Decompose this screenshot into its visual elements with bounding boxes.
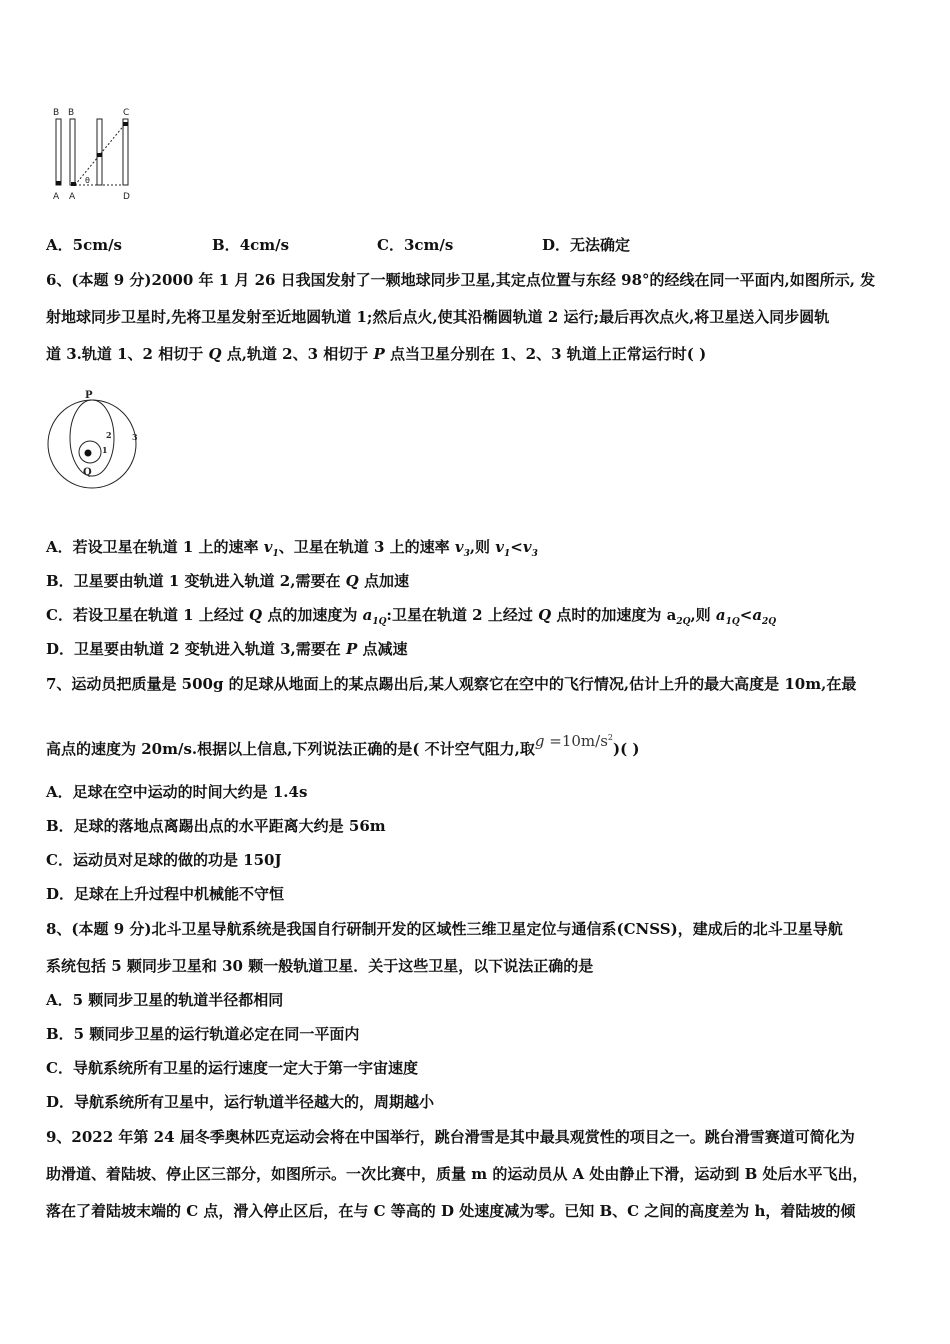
q9-line-2: 助滑道、着陆坡、停止区三部分，如图所示。一次比赛中，质量 m 的运动员从 A 处由静止下滑，运动到 B 处后水平飞出， [46,1165,868,1183]
q8-line-2: 系统包括 5 颗同步卫星和 30 颗一般轨道卫星．关于这些卫星，以下说法正确的是 [46,957,594,975]
label-d: D [123,192,130,202]
label-p: P [85,390,93,401]
orbit-figure [46,382,146,506]
tube-1 [56,119,61,185]
label-q: Q [83,467,92,478]
label-1: 1 [102,445,108,455]
label-2: 2 [106,430,112,440]
q9-line-1: 9、2022 年第 24 届冬季奥林匹克运动会将在中国举行，跳台滑雪是其中最具观赏性的项目之一。跳台滑雪赛道可简化为 [46,1128,855,1146]
tube-2 [70,119,75,185]
block-1 [56,181,61,185]
q6-line-1: 6、(本题 9 分)2000 年 1 月 26 日我国发射了一颗地球同步卫星,其定点位置与东经 98°的经线在同一平面内,如图所示, 发 [46,271,876,289]
block-4 [123,122,128,126]
q7-line-2: 高点的速度为 20m/s.根据以上信息,下列说法正确的是( 不计空气阻力,取$g =10m/s^2$)( ) [46,732,640,758]
label-3: 3 [132,432,138,442]
q5-option-c: C．3cm/s [377,236,454,254]
q8-option-b: B．5 颗同步卫星的运行轨道必定在同一平面内 [46,1025,360,1043]
q7-option-a: A．足球在空中运动的时间大约是 1.4s [46,783,308,801]
gravity-formula: $g =10m/s^2$ [534,732,613,750]
earth [85,450,92,457]
block-3 [97,153,102,157]
q8-option-d: D．导航系统所有卫星中，运行轨道半径越大的，周期越小 [46,1093,435,1111]
q8-option-c: C．导航系统所有卫星的运行速度一定大于第一宇宙速度 [46,1059,418,1077]
label-a2: A [69,192,76,202]
q6-line-2: 射地球同步卫星时,先将卫星发射至近地圆轨道 1;然后点火,使其沿椭圆轨道 2 运行;最后再次点火,将卫星送入同步圆轨 [46,308,830,326]
q8-option-a: A．5 颗同步卫星的轨道半径都相同 [46,991,284,1009]
tube-diagram-figure [48,104,140,204]
q9-line-3: 落在了着陆坡末端的 C 点，滑入停止区后，在与 C 等高的 D 处速度减为零。已知 B、C 之间的高度差为 h，着陆坡的倾 [46,1202,856,1220]
q5-option-a: A．5cm/s [46,236,123,254]
label-a1: A [53,192,60,202]
q7-line-1: 7、运动员把质量是 500g 的足球从地面上的某点踢出后,某人观察它在空中的飞行情况,估计上升的最大高度是 10m,在最 [46,675,857,693]
tube-3 [97,119,102,185]
q7-option-c: C．运动员对足球的做的功是 150J [46,851,282,869]
q6-option-b: B．卫星要由轨道 1 变轨进入轨道 2,需要在 Q 点加速 [46,572,409,590]
label-b1: B [53,108,60,118]
q5-option-d: D．无法确定 [542,236,631,254]
q6-option-d: D．卫星要由轨道 2 变轨进入轨道 3,需要在 P 点减速 [46,640,408,658]
q7-option-b: B．足球的落地点离踢出点的水平距离大约是 56m [46,817,386,835]
q5-option-b: B．4cm/s [212,236,290,254]
q6-option-c: C．若设卫星在轨道 1 上经过 Q 点的加速度为 $a_{1Q}$:卫星在轨道 2 上经过 Q 点时的加速度为 $a_{2Q}$,则 $a_{1Q}<a_{2Q}$ [46,606,777,627]
label-c: C [123,108,130,118]
tube-4 [123,119,128,185]
q6-option-a: A．若设卫星在轨道 1 上的速率 $v_1$、卫星在轨道 3 上的速率 $v_3$,则 $v_1<v_3$ [46,538,538,559]
label-b2: B [68,108,75,118]
q6-line-3: 道 3.轨道 1、2 相切于 Q 点,轨道 2、3 相切于 P 点当卫星分别在 1、2、3 轨道上正常运行时( ) [46,345,707,363]
label-theta: θ [85,176,90,185]
orbit-3 [48,400,136,488]
q7-option-d: D．足球在上升过程中机械能不守恒 [46,885,285,903]
q8-line-1: 8、(本题 9 分)北斗卫星导航系统是我国自行研制开发的区域性三维卫星定位与通信系(CNSS)，建成后的北斗卫星导航 [46,920,843,938]
block-2 [71,182,76,186]
